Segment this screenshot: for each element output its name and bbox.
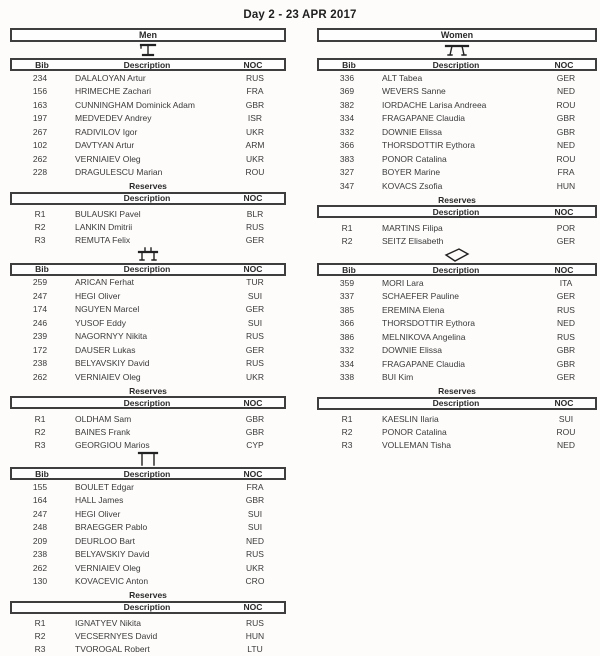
- athlete-name: BUI Kim: [382, 372, 414, 383]
- noc-code: RUS: [246, 222, 264, 232]
- table-header-row: [317, 263, 597, 276]
- bib-number: R2: [341, 427, 353, 437]
- table-row: [317, 98, 597, 112]
- bib-number: 332: [339, 126, 355, 137]
- reserve-row: [10, 412, 286, 425]
- athlete-name: BELYAVSKIY David: [75, 358, 150, 369]
- reserve-row: [10, 438, 286, 451]
- bib-number: 366: [339, 140, 355, 151]
- athlete-name: IGNATYEV Nikita: [75, 618, 141, 628]
- table-row: [317, 71, 597, 85]
- noc-code: ARM: [245, 140, 265, 151]
- noc-column-header: NOC: [554, 59, 574, 70]
- table-row: [10, 370, 286, 384]
- table-row: [10, 343, 286, 357]
- bib-number: R1: [341, 222, 353, 233]
- bib-number: 156: [32, 86, 48, 97]
- athlete-name: NAGORNYY Nikita: [75, 331, 148, 342]
- description-column-header: Description: [123, 468, 171, 479]
- bib-number: 338: [339, 372, 355, 383]
- athlete-name: VECSERNYES David: [75, 631, 158, 641]
- bib-column-header: Bib: [342, 59, 356, 70]
- noc-column-header: NOC: [243, 59, 263, 70]
- athlete-name: THORSDOTTIR Eythora: [382, 318, 476, 329]
- athlete-name: THORSDOTTIR Eythora: [382, 140, 476, 151]
- bib-number: 164: [32, 495, 48, 506]
- athlete-name: MORI Lara: [382, 277, 424, 288]
- bib-number: 228: [32, 167, 48, 178]
- bib-column-header: Bib: [342, 264, 356, 275]
- bib-number: 386: [339, 331, 355, 342]
- table-row: [317, 317, 597, 331]
- bib-number: 246: [32, 317, 48, 328]
- noc-code: GBR: [556, 113, 576, 124]
- athlete-name: LANKIN Dmitrii: [75, 222, 133, 232]
- athlete-name: GEORGIOU Marios: [75, 439, 150, 450]
- noc-code: ROU: [556, 153, 576, 164]
- reserve-row: [10, 221, 286, 234]
- athlete-name: BELYAVSKIY David: [75, 549, 150, 560]
- athlete-name: DALALOYAN Artur: [75, 72, 146, 83]
- bib-column-header: Bib: [35, 264, 49, 274]
- noc-code: NED: [557, 86, 575, 97]
- noc-code: UKR: [246, 371, 264, 382]
- description-column-header: Description: [432, 206, 480, 217]
- noc-column-header: NOC: [243, 468, 263, 479]
- athlete-name: KOVACS Zsofia: [382, 180, 443, 191]
- women-column: [317, 28, 597, 452]
- noc-code: FRA: [246, 481, 264, 492]
- noc-code: RUS: [246, 549, 264, 560]
- reserves-header-row: [317, 205, 597, 218]
- bib-number: R1: [34, 413, 46, 424]
- gender-label: Women: [440, 30, 474, 40]
- bib-number: R3: [34, 235, 46, 245]
- table-row: [10, 507, 286, 521]
- table-row: [10, 166, 286, 180]
- bib-number: 383: [339, 153, 355, 164]
- noc-column-header: NOC: [554, 264, 574, 275]
- athlete-name: HEGI Oliver: [75, 508, 121, 519]
- noc-code: POR: [556, 222, 576, 233]
- bib-number: 238: [32, 358, 48, 369]
- table-row: [10, 561, 286, 575]
- athlete-name: OLDHAM Sam: [75, 413, 132, 424]
- bib-number: 262: [32, 153, 48, 164]
- noc-code: GER: [556, 291, 576, 302]
- bib-number: R3: [34, 439, 46, 450]
- noc-column-header: NOC: [243, 602, 263, 612]
- noc-code: UKR: [246, 153, 264, 164]
- bib-number: 174: [32, 304, 48, 315]
- description-column-header: Description: [123, 264, 171, 274]
- noc-code: TUR: [246, 277, 264, 288]
- bib-number: 369: [339, 86, 355, 97]
- noc-code: NED: [557, 140, 575, 151]
- noc-code: RUS: [557, 331, 575, 342]
- noc-column-header: NOC: [243, 397, 263, 408]
- bib-number: 385: [339, 304, 355, 315]
- reserves-label: Reserves: [129, 385, 167, 396]
- noc-code: GBR: [245, 413, 265, 424]
- athlete-name: YUSOF Eddy: [75, 317, 127, 328]
- gender-header-women: [317, 28, 597, 42]
- bib-number: 130: [32, 576, 48, 587]
- noc-code: NED: [557, 318, 575, 329]
- athlete-name: DAVTYAN Artur: [75, 140, 135, 151]
- men-column: [10, 28, 286, 656]
- table-row: [10, 316, 286, 330]
- athlete-name: HRIMECHE Zachari: [75, 86, 152, 97]
- description-column-header: Description: [123, 193, 171, 203]
- bib-number: 234: [32, 72, 48, 83]
- athlete-name: BOYER Marine: [382, 167, 441, 178]
- noc-code: GBR: [556, 345, 576, 356]
- table-row: [10, 330, 286, 344]
- table-row: [10, 494, 286, 508]
- noc-code: RUS: [246, 72, 264, 83]
- table-header-row: [317, 58, 597, 71]
- athlete-name: PONOR Catalina: [382, 153, 447, 164]
- noc-code: RUS: [557, 304, 575, 315]
- noc-code: ROU: [556, 427, 576, 437]
- noc-code: SUI: [247, 522, 263, 533]
- reserves-label: Reserves: [129, 181, 167, 191]
- bib-number: 247: [32, 290, 48, 301]
- athlete-name: RADIVILOV Igor: [75, 126, 138, 137]
- table-row: [10, 85, 286, 99]
- table-row: [10, 276, 286, 290]
- table-row: [10, 303, 286, 317]
- table-row: [10, 98, 286, 112]
- reserves-label: Reserves: [438, 386, 476, 396]
- bib-number: 259: [32, 277, 48, 288]
- table-row: [317, 371, 597, 385]
- reserves-label: Reserves: [438, 194, 476, 205]
- reserves-label: Reserves: [129, 590, 167, 600]
- athlete-name: MEDVEDEV Andrey: [75, 113, 152, 124]
- bib-number: R2: [341, 235, 353, 246]
- noc-code: HUN: [556, 180, 576, 191]
- horizontal-bar-icon: [10, 451, 286, 467]
- athlete-name: FRAGAPANE Claudia: [382, 113, 465, 124]
- bib-number: R1: [34, 209, 46, 219]
- noc-code: GER: [245, 304, 265, 315]
- athlete-name: BRAEGGER Pablo: [75, 522, 148, 533]
- reserve-row: [10, 234, 286, 247]
- athlete-name: VOLLEMAN Tisha: [382, 440, 451, 450]
- table-row: [317, 152, 597, 166]
- page-title: Day 2 - 23 APR 2017: [243, 9, 357, 21]
- table-row: [317, 330, 597, 344]
- table-row: [10, 112, 286, 126]
- table-row: [10, 289, 286, 303]
- noc-code: RUS: [246, 331, 264, 342]
- bib-number: 359: [339, 277, 355, 288]
- bib-number: 337: [339, 291, 355, 302]
- noc-code: CRO: [245, 576, 265, 587]
- bib-number: 172: [32, 344, 48, 355]
- reserves-header-row: [10, 601, 286, 614]
- noc-code: SUI: [247, 317, 263, 328]
- athlete-name: MELNIKOVA Angelina: [382, 331, 466, 342]
- reserves-header-row: [317, 397, 597, 410]
- table-row: [10, 71, 286, 85]
- bib-number: 382: [339, 99, 355, 110]
- description-column-header: Description: [123, 602, 171, 612]
- bib-number: 248: [32, 522, 48, 533]
- bib-number: 247: [32, 508, 48, 519]
- athlete-name: EREMINA Elena: [382, 304, 445, 315]
- reserve-row: [317, 413, 597, 426]
- noc-code: GBR: [245, 99, 265, 110]
- noc-code: GER: [556, 72, 576, 83]
- noc-code: UKR: [246, 126, 264, 137]
- athlete-name: DOWNIE Elissa: [382, 126, 442, 137]
- athlete-name: KOVACEVIC Anton: [75, 576, 149, 587]
- bib-number: 334: [339, 358, 355, 369]
- bib-number: 267: [32, 126, 48, 137]
- description-column-header: Description: [432, 59, 480, 70]
- description-column-header: Description: [432, 264, 480, 275]
- bib-number: R1: [341, 414, 353, 424]
- noc-code: GER: [245, 235, 265, 245]
- noc-code: BLR: [246, 209, 264, 219]
- table-row: [10, 575, 286, 589]
- bib-number: R1: [34, 618, 46, 628]
- athlete-name: CUNNINGHAM Dominick Adam: [75, 99, 195, 110]
- noc-code: FRA: [557, 167, 575, 178]
- reserve-row: [317, 439, 597, 452]
- athlete-name: IORDACHE Larisa Andreea: [382, 99, 487, 110]
- reserve-row: [10, 425, 286, 438]
- athlete-name: PONOR Catalina: [382, 427, 447, 437]
- bib-number: 336: [339, 72, 355, 83]
- bib-column-header: Bib: [35, 59, 49, 70]
- reserves-header-row: [10, 192, 286, 205]
- description-column-header: Description: [432, 398, 480, 408]
- athlete-name: VERNIAIEV Oleg: [75, 153, 141, 164]
- table-row: [10, 548, 286, 562]
- reserve-row: [10, 630, 286, 643]
- noc-code: GBR: [245, 426, 265, 437]
- noc-code: GER: [556, 235, 576, 246]
- noc-code: FRA: [246, 86, 264, 97]
- bib-number: 209: [32, 535, 48, 546]
- gender-label: Men: [139, 30, 157, 40]
- noc-code: ROU: [556, 99, 576, 110]
- athlete-name: DEURLOO Bart: [75, 535, 135, 546]
- noc-code: GER: [556, 372, 576, 383]
- reserve-row: [10, 208, 286, 221]
- table-row: [317, 179, 597, 193]
- table-row: [10, 534, 286, 548]
- athlete-name: SEITZ Elisabeth: [382, 235, 444, 246]
- noc-column-header: NOC: [554, 398, 574, 408]
- noc-code: NED: [557, 440, 575, 450]
- athlete-name: ALT Tabea: [382, 72, 423, 83]
- noc-code: SUI: [247, 290, 263, 301]
- noc-code: GBR: [245, 495, 265, 506]
- bib-number: R2: [34, 222, 46, 232]
- bib-number: R3: [34, 644, 46, 654]
- athlete-name: WEVERS Sanne: [382, 86, 446, 97]
- athlete-name: HALL James: [75, 495, 124, 506]
- noc-column-header: NOC: [243, 264, 263, 274]
- bib-number: 239: [32, 331, 48, 342]
- bib-number: 262: [32, 562, 48, 573]
- table-header-row: [10, 263, 286, 276]
- athlete-name: MARTINS Filipa: [382, 222, 443, 233]
- athlete-name: REMUTA Felix: [75, 235, 131, 245]
- athlete-name: ARICAN Ferhat: [75, 277, 135, 288]
- bib-number: R2: [34, 631, 46, 641]
- reserve-row: [317, 221, 597, 234]
- table-row: [10, 521, 286, 535]
- noc-code: RUS: [246, 618, 264, 628]
- table-row: [10, 152, 286, 166]
- description-column-header: Description: [123, 397, 171, 408]
- table-row: [317, 303, 597, 317]
- noc-code: ROU: [245, 167, 265, 178]
- athlete-name: TVOROGAL Robert: [75, 644, 150, 654]
- athlete-name: BOULET Edgar: [75, 481, 134, 492]
- noc-code: GBR: [556, 358, 576, 369]
- table-row: [317, 290, 597, 304]
- bib-number: R2: [34, 426, 46, 437]
- vault-icon: [10, 42, 286, 58]
- bib-number: 102: [32, 140, 48, 151]
- table-row: [317, 85, 597, 99]
- noc-code: GBR: [556, 126, 576, 137]
- bib-number: 262: [32, 371, 48, 382]
- table-row: [317, 139, 597, 153]
- table-row: [317, 166, 597, 180]
- table-row: [317, 125, 597, 139]
- bib-number: 163: [32, 99, 48, 110]
- table-row: [317, 276, 597, 290]
- athlete-name: VERNIAIEV Oleg: [75, 371, 141, 382]
- athlete-name: KAESLIN Ilaria: [382, 414, 439, 424]
- table-row: [317, 112, 597, 126]
- bib-number: 327: [339, 167, 355, 178]
- parallel-bars-icon: [10, 247, 286, 263]
- athlete-name: BULAUSKI Pavel: [75, 209, 141, 219]
- noc-code: CYP: [246, 439, 264, 450]
- reserves-header-row: [10, 396, 286, 409]
- bib-number: 366: [339, 318, 355, 329]
- noc-code: GER: [245, 344, 265, 355]
- athlete-name: SCHAEFER Pauline: [382, 291, 460, 302]
- athlete-name: DOWNIE Elissa: [382, 345, 442, 356]
- bib-number: 332: [339, 345, 355, 356]
- bib-number: 347: [339, 180, 355, 191]
- bib-number: 197: [32, 113, 48, 124]
- table-row: [10, 357, 286, 371]
- reserve-row: [317, 426, 597, 439]
- noc-code: ITA: [559, 277, 573, 288]
- athlete-name: BAINES Frank: [75, 426, 131, 437]
- bib-number: 238: [32, 549, 48, 560]
- bib-number: 334: [339, 113, 355, 124]
- description-column-header: Description: [123, 59, 171, 70]
- athlete-name: VERNIAIEV Oleg: [75, 562, 141, 573]
- noc-code: UKR: [246, 562, 264, 573]
- athlete-name: NGUYEN Marcel: [75, 304, 140, 315]
- athlete-name: HEGI Oliver: [75, 290, 121, 301]
- floor-icon: [317, 247, 597, 263]
- bib-column-header: Bib: [35, 468, 49, 479]
- noc-code: SUI: [558, 414, 574, 424]
- table-row: [317, 344, 597, 358]
- table-row: [10, 480, 286, 494]
- reserve-row: [10, 617, 286, 630]
- athlete-name: DRAGULESCU Marian: [75, 167, 163, 178]
- table-row: [10, 125, 286, 139]
- balance-beam-icon: [317, 42, 597, 58]
- bib-number: 155: [32, 481, 48, 492]
- noc-code: RUS: [246, 358, 264, 369]
- gender-header-men: [10, 28, 286, 42]
- noc-code: HUN: [245, 631, 265, 641]
- noc-code: ISR: [247, 113, 263, 124]
- table-row: [10, 139, 286, 153]
- athlete-name: FRAGAPANE Claudia: [382, 358, 465, 369]
- table-row: [317, 357, 597, 371]
- table-header-row: [10, 467, 286, 480]
- noc-code: LTU: [247, 644, 263, 654]
- bib-number: R3: [341, 440, 353, 450]
- noc-column-header: NOC: [554, 206, 574, 217]
- noc-column-header: NOC: [243, 193, 263, 203]
- table-header-row: [10, 58, 286, 71]
- noc-code: NED: [246, 535, 264, 546]
- noc-code: SUI: [247, 508, 263, 519]
- reserve-row: [10, 643, 286, 656]
- athlete-name: DAUSER Lukas: [75, 344, 136, 355]
